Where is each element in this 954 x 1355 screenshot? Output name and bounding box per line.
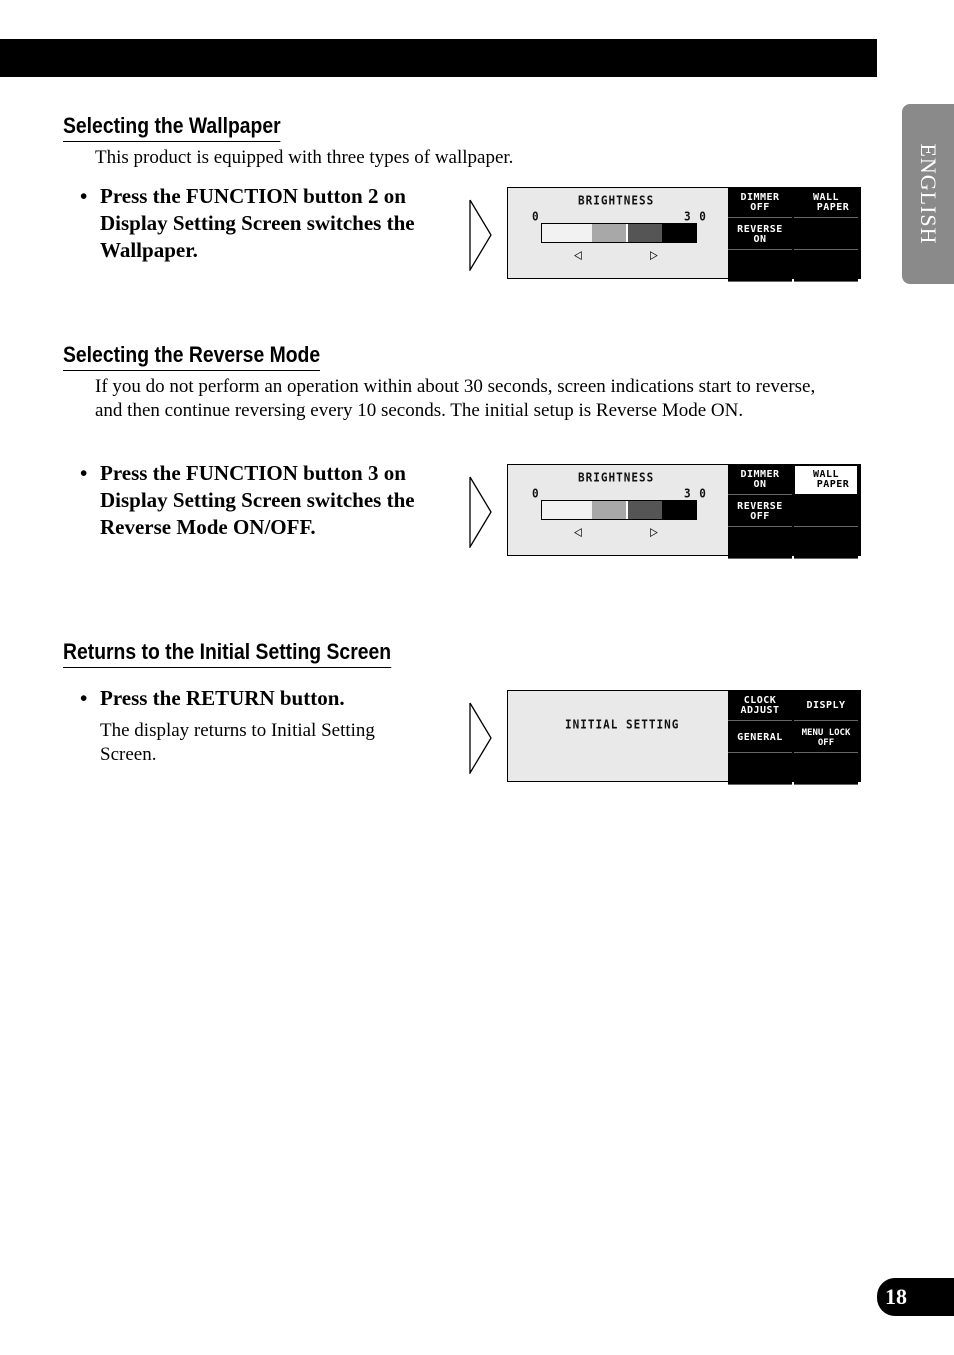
display-screen-initial-setting — [507, 690, 861, 782]
language-label: ENGLISH — [916, 143, 941, 245]
section-body-reverse-mode: If you do not perform an operation within about 30 seconds, screen indications start to reverse, and then continue reversing every 10 seconds. The initial setup is Reverse Mode ON. — [95, 376, 816, 421]
increase-arrow-icon: ▷ — [650, 523, 659, 542]
bullet-dot: • — [80, 461, 88, 485]
screen-label: BRIGHTNESS — [578, 193, 655, 208]
function-button-empty[interactable] — [794, 220, 858, 250]
decrease-arrow-icon: ◁ — [574, 523, 583, 542]
page-number: 18 — [877, 1278, 954, 1316]
arrow-right-icon — [469, 476, 493, 548]
arrow-right-icon — [469, 702, 493, 774]
section-title-return: Returns to the Initial Setting Screen — [63, 639, 391, 668]
bullet-text: Press the FUNCTION button 3 on Display Setting Screen switches the Reverse Mode ON/OFF. — [100, 461, 415, 539]
dimmer-button[interactable]: DIMMER ON — [728, 465, 792, 495]
reverse-button[interactable]: REVERSE OFF — [728, 497, 792, 527]
bullet-reverse-mode — [80, 460, 420, 541]
bar-max-label: 3 0 — [684, 486, 707, 501]
display-screen-wallpaper — [507, 187, 861, 279]
section-body-wallpaper: This product is equipped with three types of wallpaper. — [95, 147, 514, 168]
screen-label: INITIAL SETTING — [565, 717, 680, 732]
display-screen-reverse-mode — [507, 464, 861, 556]
bar-min-label: 0 — [532, 209, 540, 224]
display-button[interactable]: DISPLY — [794, 691, 858, 721]
dimmer-button[interactable]: DIMMER OFF — [728, 188, 792, 218]
arrow-right-icon — [469, 199, 493, 271]
bullet-return — [80, 685, 440, 712]
bar-max-label: 3 0 — [684, 209, 707, 224]
bullet-dot: • — [80, 184, 88, 208]
decrease-arrow-icon: ◁ — [574, 246, 583, 265]
bullet-wallpaper — [80, 183, 420, 264]
wallpaper-button[interactable]: WALL PAPER — [794, 188, 858, 218]
function-button-empty[interactable] — [794, 529, 858, 559]
return-description: The display returns to Initial Setting Screen. — [100, 720, 375, 765]
bullet-text: Press the FUNCTION button 2 on Display Setting Screen switches the Wallpaper. — [100, 184, 415, 262]
screen-label: BRIGHTNESS — [578, 470, 655, 485]
section-title-wallpaper: Selecting the Wallpaper — [63, 113, 281, 142]
bar-min-label: 0 — [532, 486, 540, 501]
clock-adjust-button[interactable]: CLOCK ADJUST — [728, 691, 792, 721]
bullet-text: Press the RETURN button. — [100, 686, 345, 710]
general-button[interactable]: GENERAL — [728, 723, 792, 753]
function-button-empty[interactable] — [728, 529, 792, 559]
function-button-grid — [728, 691, 860, 781]
function-button-grid — [728, 188, 860, 278]
bullet-dot: • — [80, 686, 88, 710]
function-button-grid — [728, 465, 860, 555]
brightness-bar — [541, 223, 697, 243]
function-button-empty[interactable] — [794, 497, 858, 527]
function-button-empty[interactable] — [728, 755, 792, 785]
function-button-empty[interactable] — [794, 755, 858, 785]
function-button-empty[interactable] — [794, 252, 858, 282]
header-bar — [0, 39, 877, 77]
increase-arrow-icon: ▷ — [650, 246, 659, 265]
menu-lock-button[interactable]: MENU LOCK OFF — [794, 723, 858, 753]
wallpaper-button[interactable]: WALL PAPER — [794, 465, 858, 495]
section-title-reverse-mode: Selecting the Reverse Mode — [63, 342, 320, 371]
function-button-empty[interactable] — [728, 252, 792, 282]
reverse-button[interactable]: REVERSE ON — [728, 220, 792, 250]
brightness-bar — [541, 500, 697, 520]
language-tab — [902, 104, 954, 284]
